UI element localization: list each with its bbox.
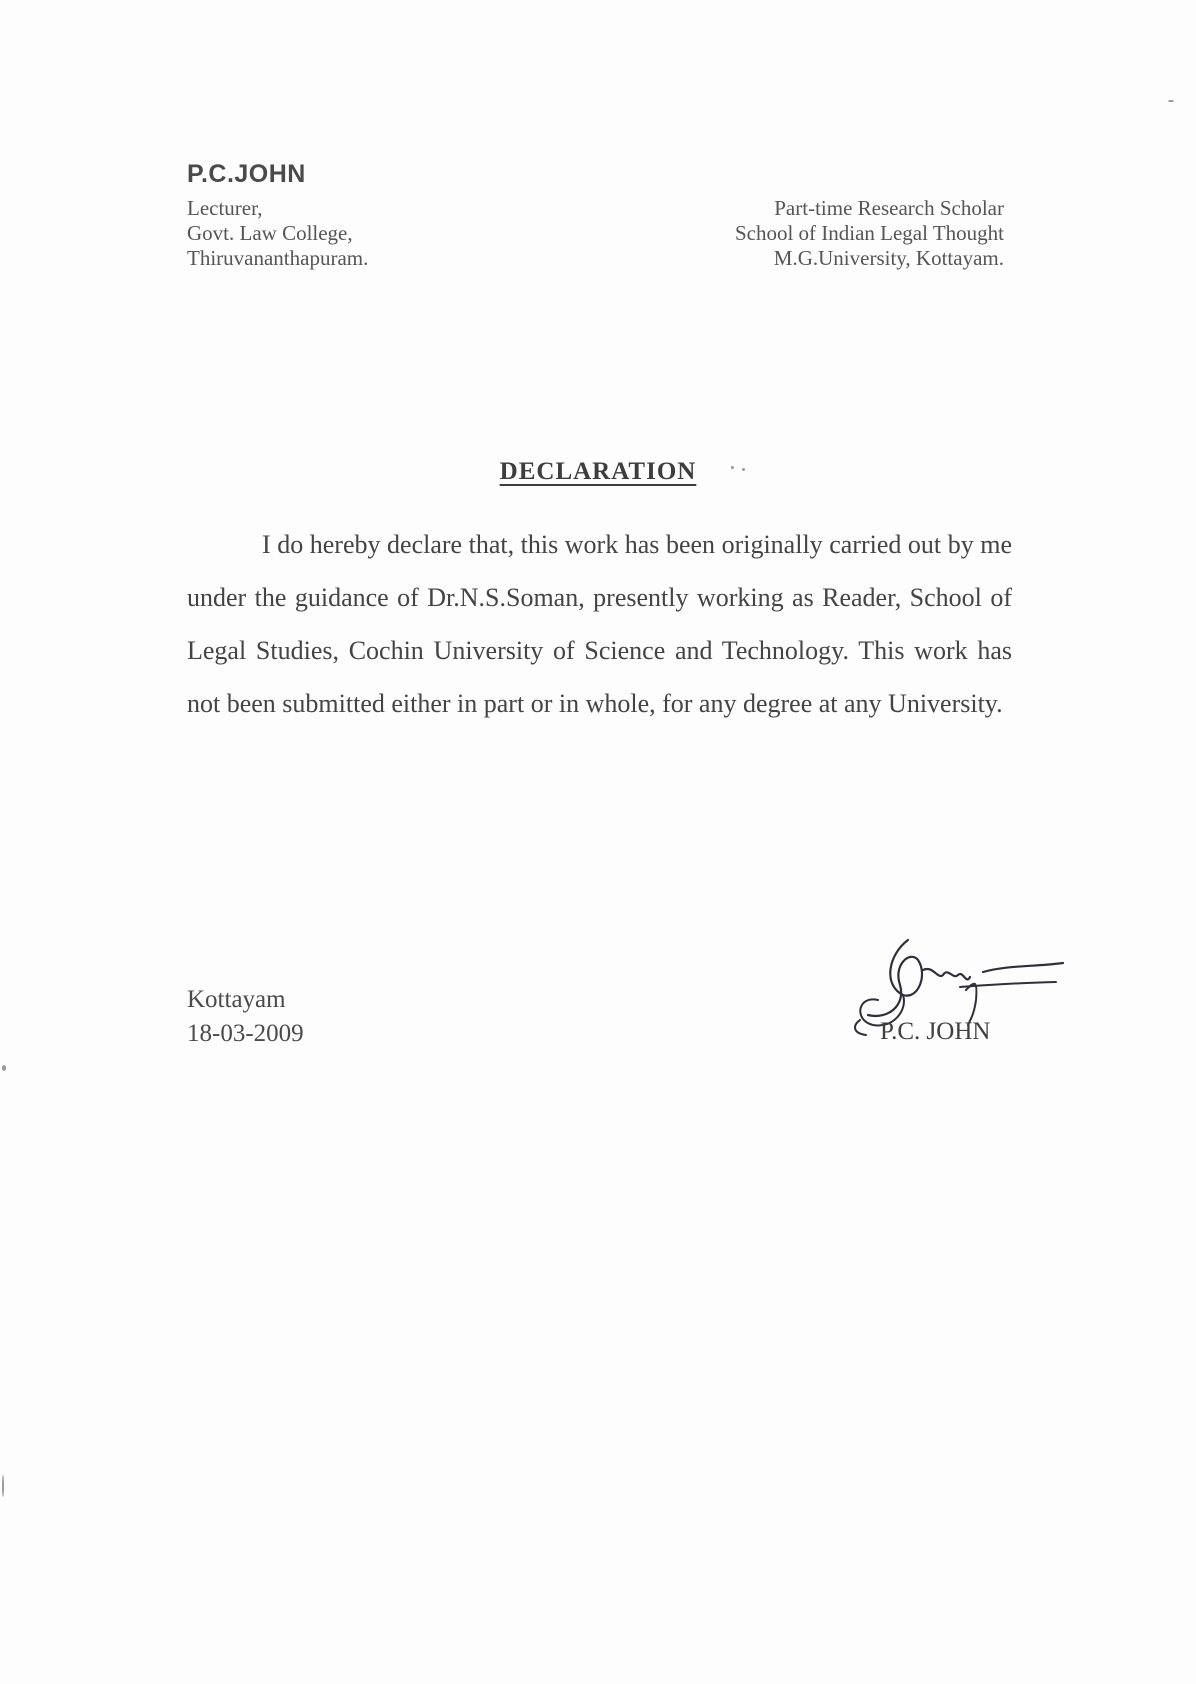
date: 18-03-2009 <box>187 1020 304 1047</box>
declaration-heading <box>0 458 1196 486</box>
affiliation-line: M.G.University, Kottayam. <box>773 246 1004 270</box>
author-line: Lecturer, <box>187 196 263 220</box>
scan-speck <box>2 1475 4 1497</box>
affiliation-line: School of Indian Legal Thought <box>734 221 1004 245</box>
author-line: Govt. Law College, <box>187 221 353 245</box>
author-name: P.C.JOHN <box>187 160 306 188</box>
scan-speck <box>742 468 745 471</box>
author-line: Thiruvananthapuram. <box>187 246 369 270</box>
scan-speck <box>1168 100 1174 102</box>
signature-name: P.C. JOHN <box>880 1018 991 1045</box>
declaration-body: I do hereby declare that, this work has been originally carried out by me under the guidance of Dr.N.S.Soman, presently working as Reader, School of Legal Studies, Cochin University of Science and Technology. This work has not been submitted either in part or in whole, for any degree at any University. <box>187 530 1012 718</box>
scan-speck <box>731 466 734 469</box>
place-date <box>187 983 304 1051</box>
author-designation <box>187 196 368 271</box>
affiliation-line: Part-time Research Scholar <box>774 196 1004 220</box>
heading-text: DECLARATION <box>499 458 697 485</box>
place: Kottayam <box>187 986 286 1013</box>
scan-speck <box>2 1065 6 1071</box>
research-affiliation <box>735 196 1004 271</box>
